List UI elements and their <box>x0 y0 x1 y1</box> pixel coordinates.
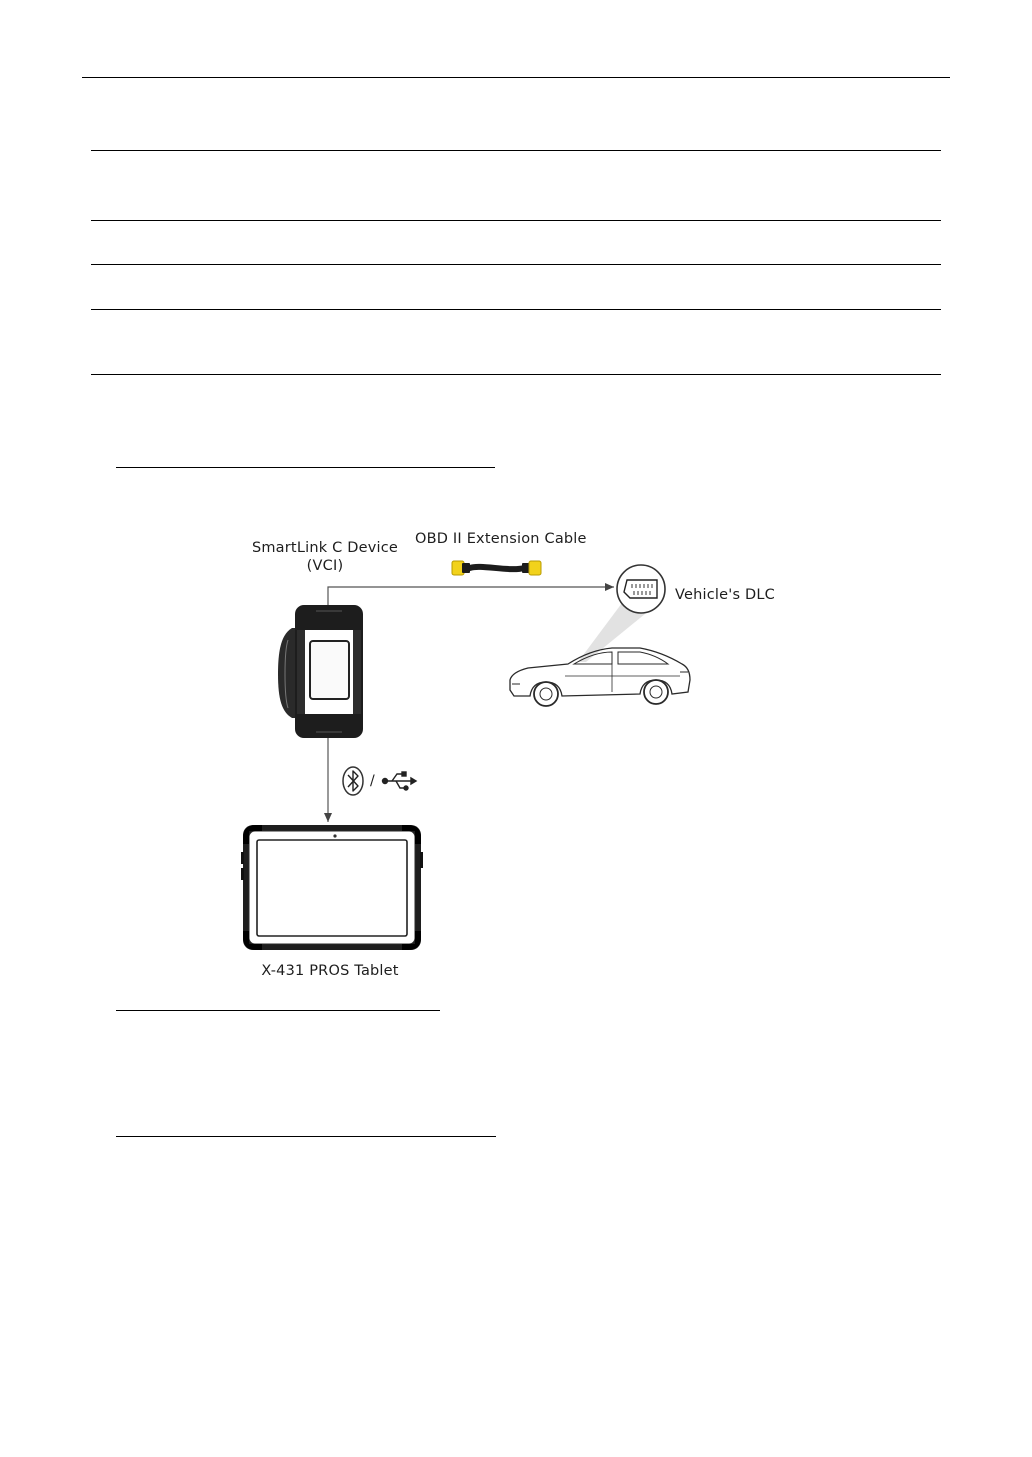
tablet-icon <box>241 825 423 950</box>
vci-label-line2: (VCI) <box>306 558 344 574</box>
vci-to-dlc-line <box>328 587 614 608</box>
tablet-label: X-431 PROS Tablet <box>261 963 399 979</box>
vci-device-icon <box>278 606 362 737</box>
bluetooth-icon <box>343 767 363 795</box>
vci-label <box>245 539 405 575</box>
dlc-label: Vehicle's DLC <box>675 587 775 603</box>
cable-label: OBD II Extension Cable <box>415 531 587 547</box>
car-icon <box>510 648 690 706</box>
connection-separator: / <box>370 773 375 789</box>
obd-cable-icon <box>452 561 541 575</box>
vci-label-line1: SmartLink C Device <box>251 540 399 556</box>
usb-icon <box>383 772 417 790</box>
